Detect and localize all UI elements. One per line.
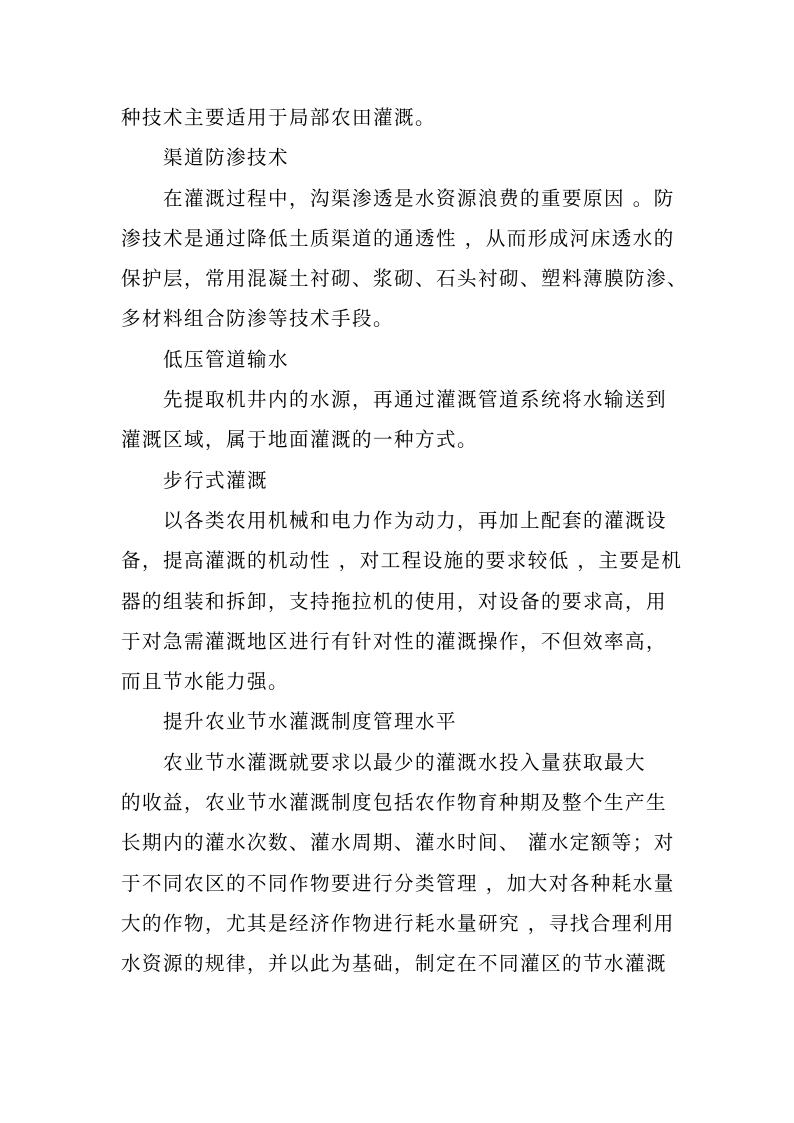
text-line-19: 长期内的灌水次数、灌水周期、灌水时间、 灌水定额等；对: [121, 831, 675, 855]
text-line-12: 备，提高灌溉的机动性 ，对工程设施的要求较低 ，主要是机: [121, 549, 683, 573]
text-line-20: 于不同农区的不同作物要进行分类管理 ，加大对各种耗水量: [121, 871, 675, 895]
section-heading-walking-irrigation: 步行式灌溉: [163, 468, 269, 492]
text-line-22: 水资源的规律，并以此为基础，制定在不同灌区的节水灌溉: [121, 952, 668, 976]
document-body: [121, 98, 689, 985]
text-line-1: 种技术主要适用于局部农田灌溉。: [121, 106, 437, 129]
text-line-9: 灌溉区域，属于地面灌溉的一种方式。: [121, 428, 479, 452]
text-line-3: 在灌溉过程中，沟渠渗透是水资源浪费的重要原因 。防: [163, 186, 675, 210]
text-line-15: 而且节水能力强。: [121, 670, 290, 694]
text-line-17: 农业节水灌溉就要求以最少的灌溉水投入量获取最大: [163, 750, 647, 774]
text-line-21: 大的作物，尤其是经济作物进行耗水量研究 ，寻找合理利用: [121, 911, 675, 935]
text-line-14: 于对急需灌溉地区进行有针对性的灌溉操作，不但效率高，: [121, 629, 668, 653]
section-heading-channel-seepage: 渠道防渗技术: [163, 146, 290, 170]
section-heading-low-pressure-pipe: 低压管道输水: [163, 347, 290, 371]
section-heading-irrigation-management: 提升农业节水灌溉制度管理水平: [163, 710, 458, 734]
text-line-6: 多材料组合防渗等技术手段。: [121, 307, 395, 331]
text-line-8: 先提取机井内的水源，再通过灌溉管道系统将水输送到: [163, 388, 668, 412]
text-line-4: 渗技术是通过降低土质渠道的通透性 ，从而形成河床透水的: [121, 226, 675, 250]
text-line-18: 的收益，农业节水灌溉制度包括农作物育种期及整个生产生: [121, 791, 668, 815]
text-line-11: 以各类农用机械和电力作为动力，再加上配套的灌溉设: [163, 508, 668, 532]
text-line-5: 保护层，常用混凝土衬砌、浆砌、石头衬砌、塑料薄膜防渗、: [121, 267, 689, 291]
text-line-13: 器的组装和拆卸，支持拖拉机的使用，对设备的要求高，用: [121, 589, 668, 613]
